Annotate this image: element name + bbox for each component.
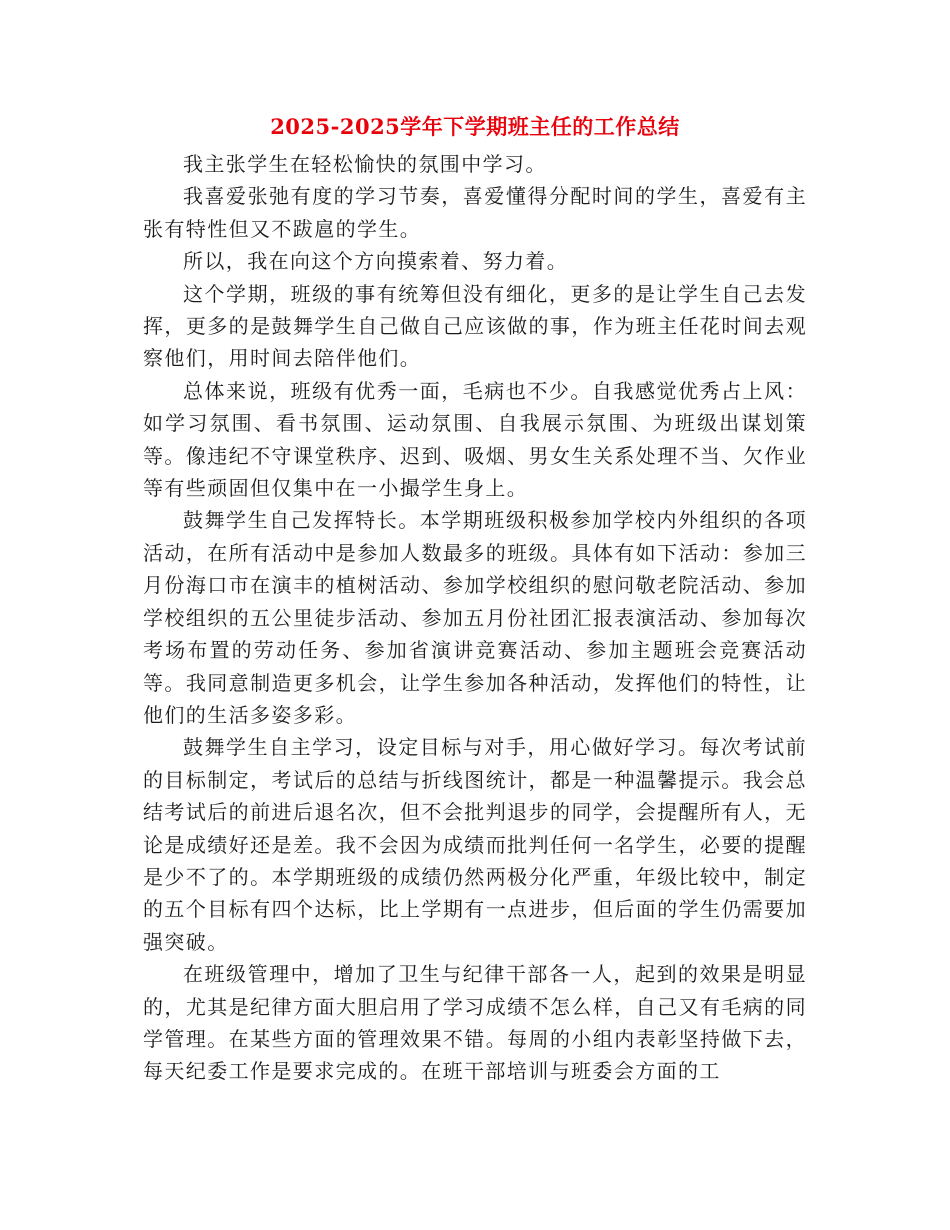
document-title: 2025-2025学年下学期班主任的工作总结: [270, 114, 680, 139]
paragraph-6: 鼓舞学生自己发挥特长。本学期班级积极参加学校内外组织的各项活动，在所有活动中是参加人数最多的班级。具体有如下活动：参加三月份海口市在演丰的植树活动、参加学校组织的慰问敬老院活动、参加学校组织的五公里徒步活动、参加五月份社团汇报表演活动、参加每次考场布置的劳动任务、参加省演讲竞赛活动、参加主题班会竞赛活动等。我同意制造更多机会，让学生参加各种活动，发挥他们的特性，让他们的生活多姿多彩。: [143, 508, 807, 727]
paragraph-7: 鼓舞学生自主学习，设定目标与对手，用心做好学习。每次考试前的目标制定，考试后的总结与折线图统计，都是一种温馨提示。我会总结考试后的前进后退名次，但不会批判退步的同学，会提醒所有人，无论是成绩好还是差。我不会因为成绩而批判任何一名学生，必要的提醒是少不了的。本学期班级的成绩仍然两极分化严重，年级比较中，制定的五个目标有四个达标，比上学期有一点进步，但后面的学生仍需要加强突破。: [143, 735, 807, 954]
paragraph-2: 我喜爱张弛有度的学习节奏，喜爱懂得分配时间的学生，喜爱有主张有特性但又不跋扈的学生。: [143, 184, 807, 241]
paragraph-5: 总体来说，班级有优秀一面，毛病也不少。自我感觉优秀占上风：如学习氛围、看书氛围、运动氛围、自我展示氛围、为班级出谋划策等。像违纪不守课堂秩序、迟到、吸烟、男女生关系处理不当、欠作业等有些顽固但仅集中在一小撮学生身上。: [143, 378, 807, 501]
paragraph-3: 所以，我在向这个方向摸索着、努力着。: [183, 249, 569, 274]
paragraph-4: 这个学期，班级的事有统筹但没有细化，更多的是让学生自己去发挥，更多的是鼓舞学生自己做自己应该做的事，作为班主任花时间去观察他们，用时间去陪伴他们。: [143, 281, 807, 371]
document-body: [143, 148, 807, 1088]
paragraph-8: 在班级管理中，增加了卫生与纪律干部各一人，起到的效果是明显的，尤其是纪律方面大胆启用了学习成绩不怎么样，自己又有毛病的同学管理。在某些方面的管理效果不错。每周的小组内表彰坚持做下去，每天纪委工作是要求完成的。在班干部培训与班委会方面的工: [143, 962, 807, 1084]
paragraph-1: 我主张学生在轻松愉快的氛围中学习。: [183, 152, 547, 176]
